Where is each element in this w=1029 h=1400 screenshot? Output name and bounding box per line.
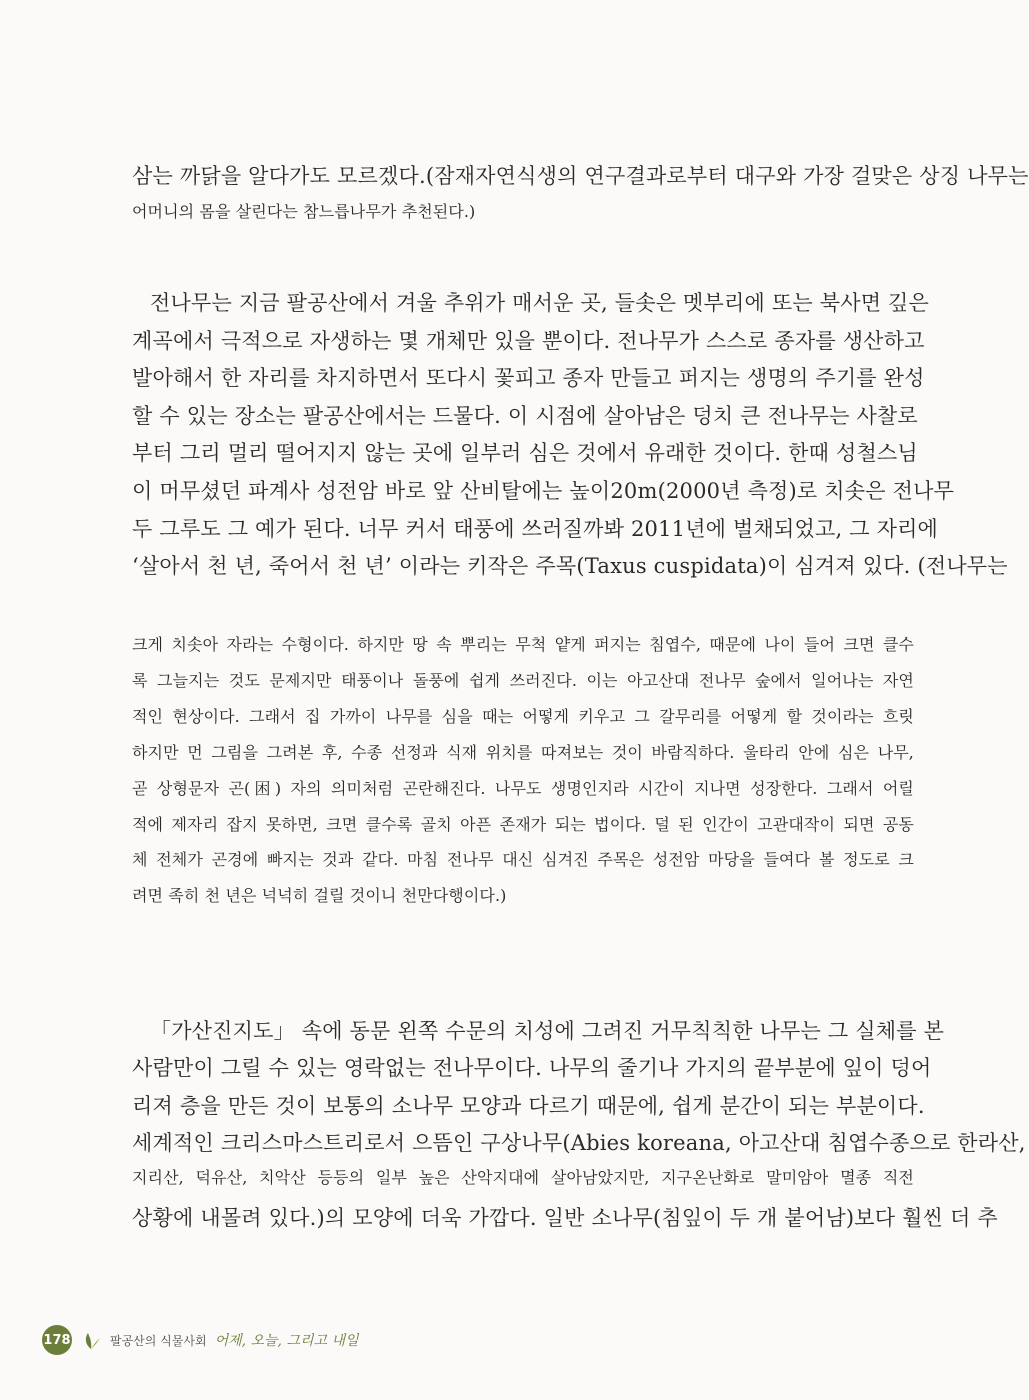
page-number: 178 — [42, 1325, 72, 1355]
page-footer — [42, 1325, 359, 1355]
text-line: 두 그루도 그 예가 된다. 너무 커서 태풍에 쓰러질까봐 2011년에 벌채되었고, 그 자리에 — [132, 516, 939, 541]
text-line: 발아해서 한 자리를 차지하면서 또다시 꽃피고 종자 만들고 퍼지는 생명의 주기를 완성 — [132, 366, 925, 391]
text-line: 이 머무셨던 파계사 성전암 바로 앞 산비탈에는 높이20m(2000년 측정)로 치솟은 전나무 — [132, 479, 955, 503]
text-line: 「가산진지도」 속에 동문 왼쪽 수문의 치성에 그려진 거무칙칙한 나무는 그 실체를 본 — [150, 1019, 945, 1043]
text-line: 할 수 있는 장소는 팔공산에서는 드물다. 이 시점에 살아남은 덩치 큰 전나무는 사찰로 — [132, 403, 918, 428]
text-line: 지리산, 덕유산, 치악산 등등의 일부 높은 산악지대에 살아남았지만, 지구온난화로 말미암아 멸종 직전 — [132, 1167, 914, 1187]
text-line: 어머니의 몸을 살린다는 참느릅나무가 추천된다.) — [132, 202, 476, 221]
book-subtitle: 어제, 오늘, 그리고 내일 — [214, 1333, 359, 1349]
text-line: 세계적인 크리스마스트리로서 으뜸인 구상나무(Abies koreana, 아고산대 침엽수종으로 한라산, — [132, 1131, 1026, 1156]
text-line: 하지만 먼 그림을 그려본 후, 수종 선정과 식재 위치를 따져보는 것이 바람직하다. 울타리 안에 심은 나무, — [132, 742, 914, 762]
text-line: 곧 상형문자 곤(困) 자의 의미처럼 곤란해진다. 나무도 생명인지라 시간이 지나면 성장한다. 그래서 어릴 — [132, 778, 914, 798]
text-line: 리져 층을 만든 것이 보통의 소나무 모양과 다르기 때문에, 쉽게 분간이 되는 부분이다. — [132, 1093, 925, 1118]
text-line: 록 그늘지는 것도 문제지만 태풍이나 돌풍에 쉽게 쓰러진다. 이는 아고산대 전나무 숲에서 일어나는 자연 — [132, 670, 914, 690]
text-line: 삼는 까닭을 알다가도 모르겠다.(잠재자연식생의 연구결과로부터 대구와 가장 걸맞은 상징 나무는 — [132, 164, 1029, 188]
text-line: 체 전체가 곤경에 빠지는 것과 같다. 마침 전나무 대신 심겨진 주목은 성전암 마당을 들여다 볼 정도로 크 — [132, 850, 914, 870]
text-line: 전나무는 지금 팔공산에서 겨울 추위가 매서운 곳, 들솟은 멧부리에 또는 북사면 깊은 — [150, 291, 930, 315]
text-line: 려면 족히 천 년은 넉넉히 걸릴 것이니 천만다행이다.) — [132, 886, 507, 906]
text-line: 사람만이 그릴 수 있는 영락없는 전나무이다. 나무의 줄기나 가지의 끝부분에 잎이 덩어 — [132, 1056, 932, 1081]
text-line: 부터 그리 멀리 떨어지지 않는 곳에 일부러 심은 것에서 유래한 것이다. 한때 성철스님 — [132, 441, 918, 466]
leaf-icon — [80, 1329, 102, 1351]
book-title: 팔공산의 식물사회 — [110, 1333, 207, 1348]
text-line: 크게 치솟아 자라는 수형이다. 하지만 땅 속 뿌리는 무척 얕게 퍼지는 침엽수, 때문에 나이 들어 크면 클수 — [132, 635, 914, 654]
text-line: 적인 현상이다. 그래서 집 가까이 나무를 심을 때는 어떻게 키우고 그 갈무리를 어떻게 할 것이라는 흐릿 — [132, 706, 914, 726]
text-line: 상황에 내몰려 있다.)의 모양에 더욱 가깝다. 일반 소나무(침잎이 두 개 붙어남)보다 훨씬 더 추 — [132, 1206, 998, 1230]
text-line: 적에 제자리 잡지 못하면, 크면 클수록 골치 아픈 존재가 되는 법이다. 덜 된 인간이 고관대작이 되면 공동 — [132, 814, 914, 834]
text-line: ‘살아서 천 년, 죽어서 천 년’ 이라는 키작은 주목(Taxus cuspidata)이 심겨져 있다. (전나무는 — [132, 554, 1008, 579]
text-line: 계곡에서 극적으로 자생하는 몇 개체만 있을 뿐이다. 전나무가 스스로 종자를 생산하고 — [132, 328, 925, 353]
